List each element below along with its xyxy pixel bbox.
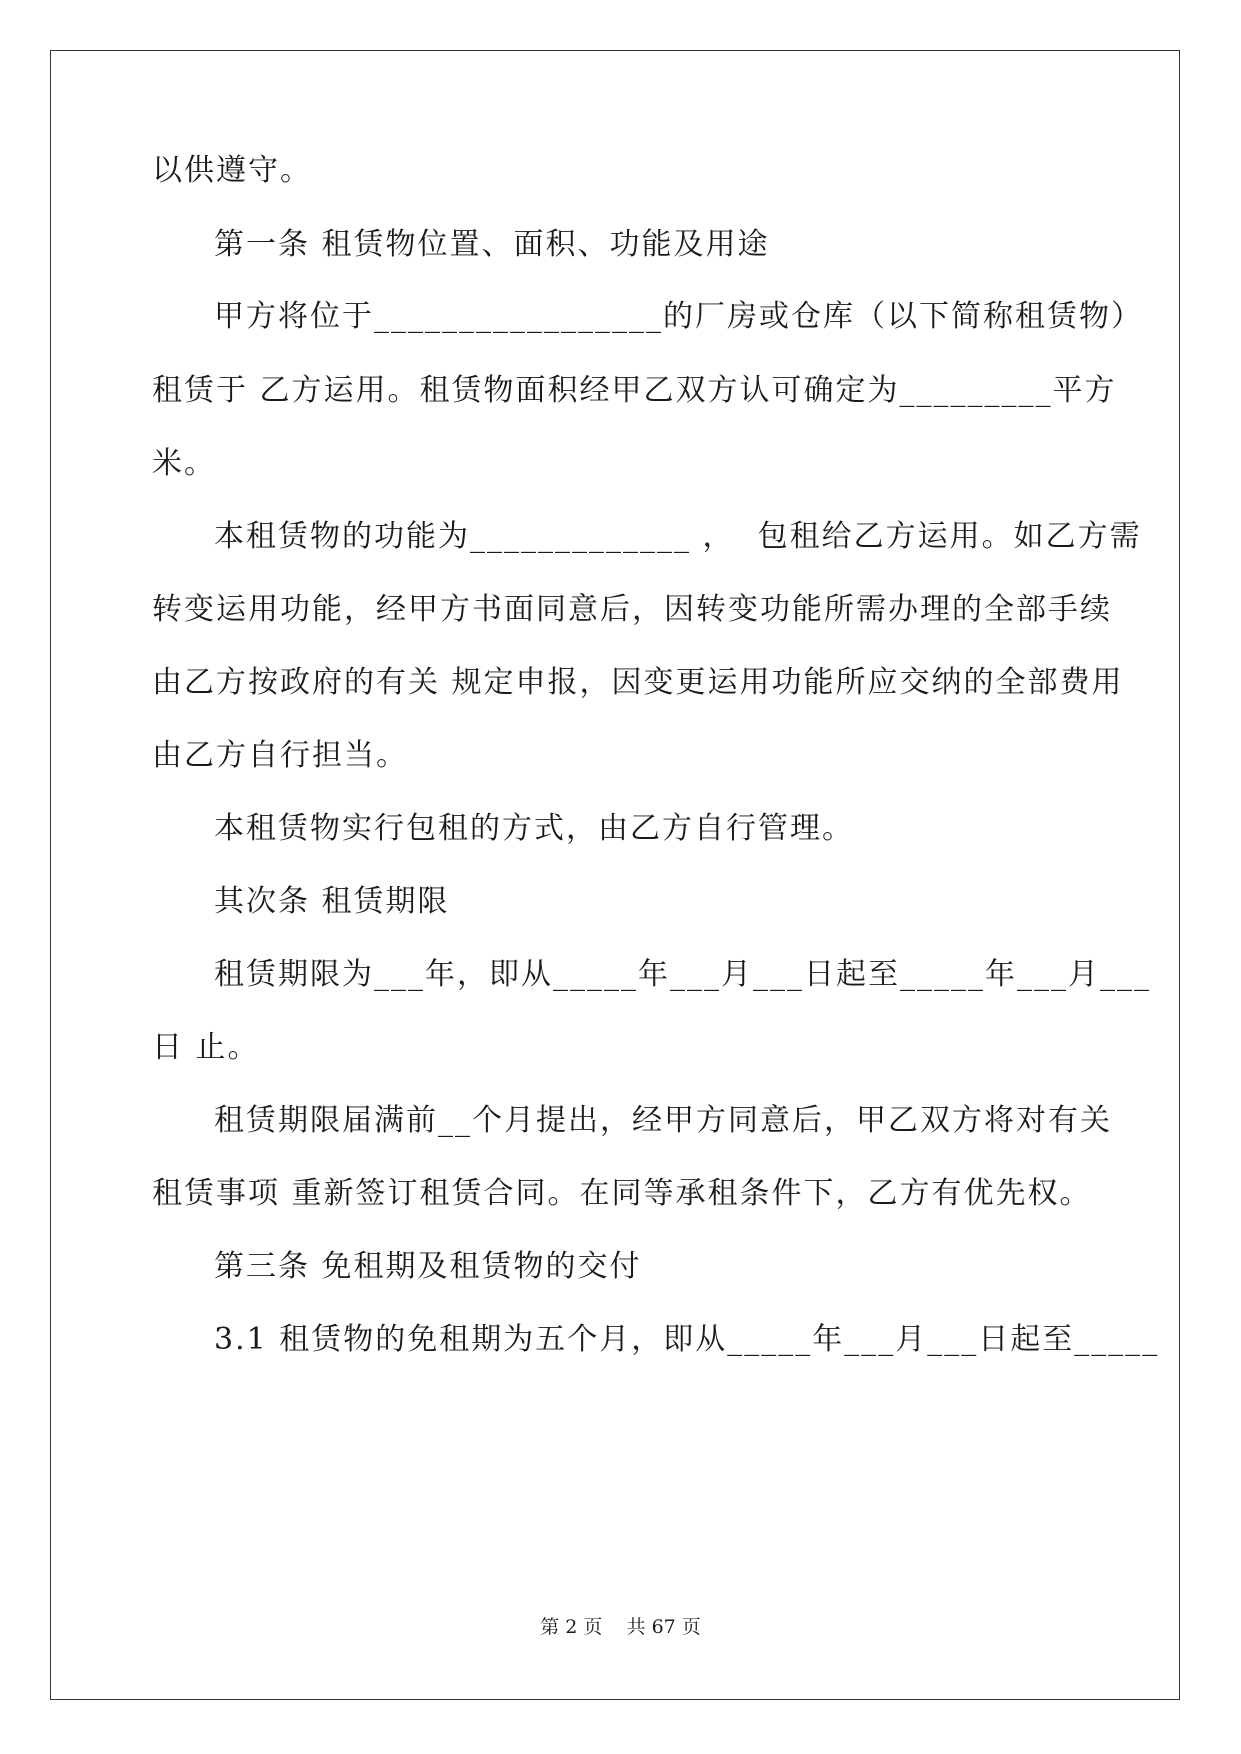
body-line-12: 租赁期限为___年，即从_____年___月___日起至_____年___月___ [214, 957, 1151, 992]
article-1-heading: 第一条 租赁物位置、面积、功能及用途 [214, 227, 770, 262]
body-line-17: 3.1 租赁物的免租期为五个月，即从_____年___月___日起至_____ [214, 1322, 1160, 1357]
article-3-heading: 第三条 免租期及租赁物的交付 [214, 1249, 642, 1284]
body-line-5: 米。 [152, 446, 216, 481]
body-line-7: 转变运用功能，经甲方书面同意后，因转变功能所需办理的全部手续 [152, 592, 1112, 627]
body-line-1: 以供遵守。 [152, 153, 312, 188]
body-line-6: 本租赁物的功能为_____________ ， 包租给乙方运用。如乙方需 [214, 519, 1142, 554]
body-line-10: 本租赁物实行包租的方式，由乙方自行管理。 [214, 811, 854, 846]
page-number-footer: 第 2 页 共 67 页 [540, 1616, 701, 1638]
body-line-13: 日 止。 [152, 1030, 260, 1065]
body-line-4: 租赁于 乙方运用。租赁物面积经甲乙双方认可确定为_________平方 [152, 373, 1117, 408]
article-2-heading: 其次条 租赁期限 [214, 884, 450, 919]
page-frame [50, 50, 1180, 1700]
body-line-15: 租赁事项 重新签订租赁合同。在同等承租条件下，乙方有优先权。 [152, 1176, 1092, 1211]
body-line-3: 甲方将位于_________________的厂房或仓库（以下简称租赁物） [214, 299, 1143, 334]
body-line-8: 由乙方按政府的有关 规定申报，因变更运用功能所应交纳的全部费用 [152, 665, 1124, 700]
body-line-14: 租赁期限届满前__个月提出，经甲方同意后，甲乙双方将对有关 [214, 1103, 1112, 1138]
body-line-9: 由乙方自行担当。 [152, 738, 408, 773]
